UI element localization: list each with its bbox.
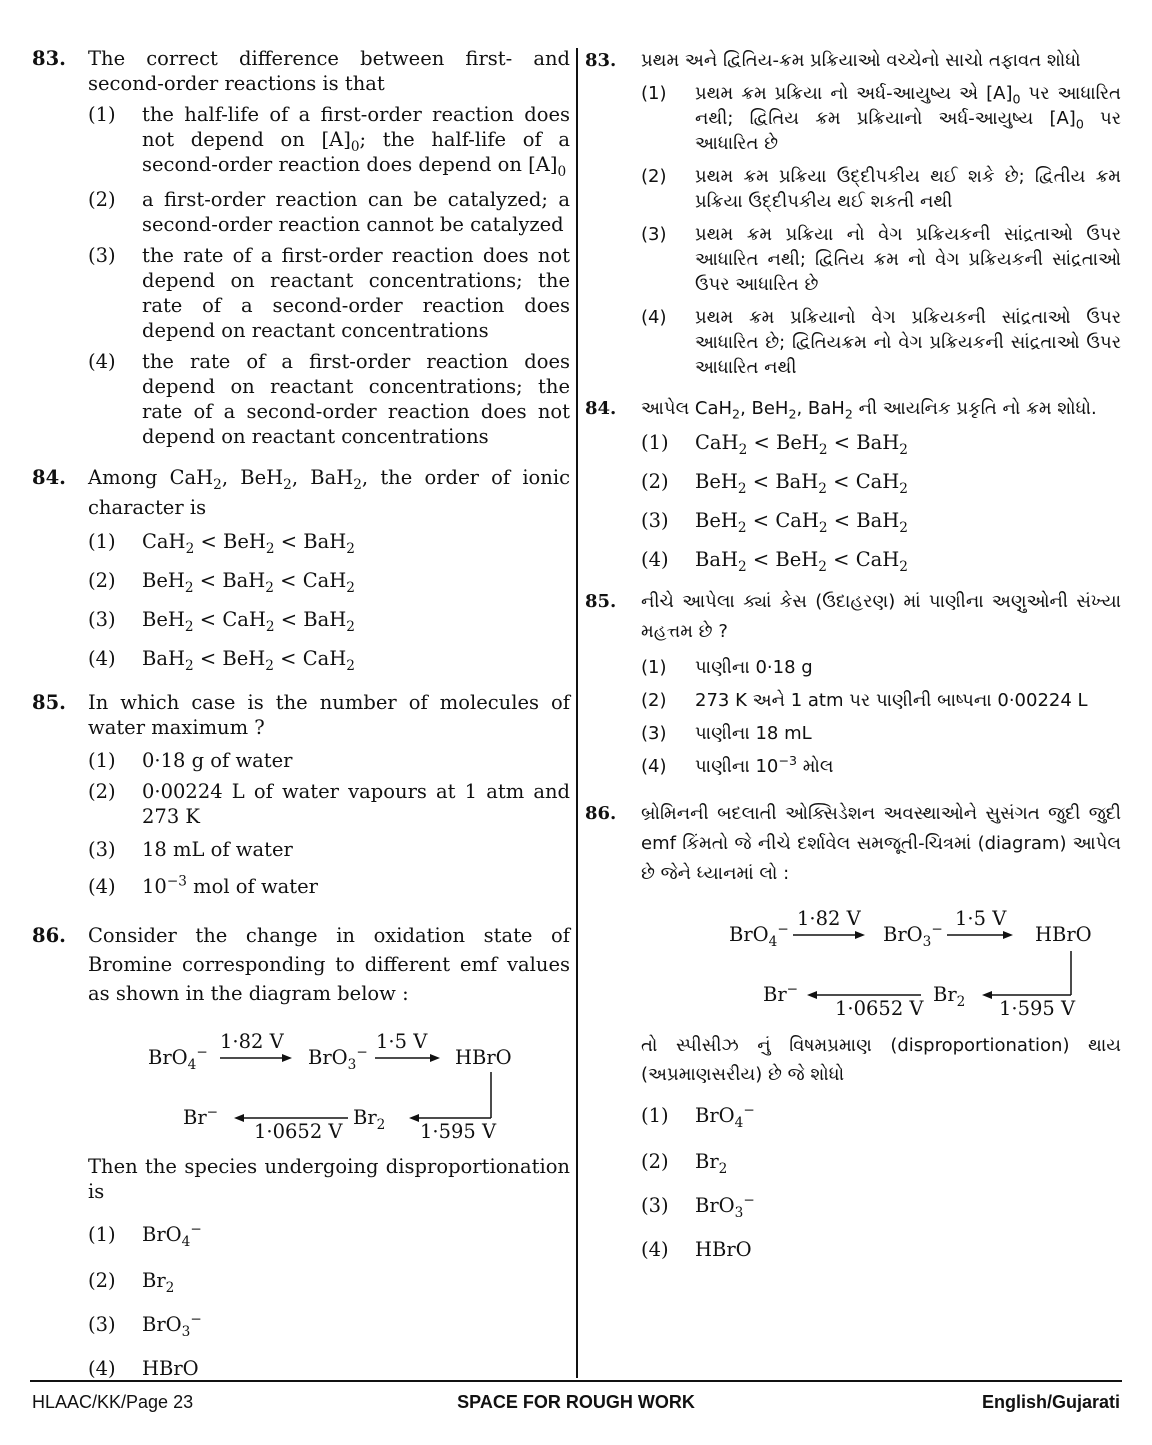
options-83-en	[30, 102, 570, 449]
option-4	[88, 874, 570, 899]
question-83-en	[30, 46, 570, 96]
page-code: HLAAC/KK/Page 23	[32, 1392, 194, 1412]
option-number: (2)	[88, 569, 116, 592]
option-number: (1)	[641, 1104, 669, 1127]
question-stem: બ્રોમિનની બદલાતી ઓક્સિડેશન અવસ્થાઓને સુસંગત જુદી જુદી emf કિંમતો જે નીચે દર્શાવેલ સમજૂતી-ચિત્રમાં (diagram) આપેલ છે જેને ધ્યાનમાં લો :	[641, 803, 1121, 884]
species-br: Br−	[763, 981, 799, 1006]
options-86-en	[30, 1222, 570, 1381]
question-86-gu	[583, 799, 1121, 889]
species-hbro: HBrO	[1035, 923, 1092, 946]
option-text: BeH$_2$ < CaH$_2$ < BaH$_2$	[695, 509, 908, 536]
option-text: HBrO	[695, 1238, 752, 1261]
option-text: પાણીના 18 mL	[695, 723, 812, 744]
option-3	[641, 508, 1121, 547]
option-text: 0·00224 L of water vapours at 1 atm and 273 K	[142, 780, 570, 828]
option-1	[641, 1103, 1121, 1149]
option-2	[641, 688, 1121, 713]
option-1	[88, 529, 570, 568]
option-text: 273 K અને 1 atm પર પાણીની બાષ્પના 0·00224 L	[695, 690, 1088, 711]
question-85-gu	[583, 587, 1121, 647]
option-3	[641, 1193, 1121, 1237]
option-text: BeH$_2$ < CaH$_2$ < BaH$_2$	[142, 608, 355, 635]
column-divider	[576, 48, 578, 1378]
option-1	[641, 81, 1121, 156]
option-number: (3)	[88, 244, 116, 267]
option-text: the half-life of a first-order reaction does not depend on $[A]_0$; the half-life of a second-order reaction does depend on $[A]_0$	[142, 103, 570, 180]
option-3	[88, 1312, 570, 1356]
emf-diagram	[583, 897, 1121, 1020]
species-hbro: HBrO	[455, 1046, 512, 1069]
species-br: Br−	[183, 1104, 219, 1129]
option-4	[88, 1356, 570, 1381]
option-2	[88, 1268, 570, 1312]
option-4	[641, 1237, 1121, 1262]
question-stem: આપેલ CaH$_2$, BeH$_2$, BaH$_2$ ની આયનિક પ્રકૃતિ નો ક્રમ શોધો.	[641, 398, 1097, 422]
option-2	[641, 469, 1121, 508]
option-number: (3)	[88, 608, 116, 631]
option-text: BrO$_3$−	[142, 1311, 202, 1340]
option-number: (4)	[88, 350, 116, 373]
species-bro3: BrO$_3$−	[308, 1044, 368, 1073]
question-stem: Consider the change in oxidation state of Bromine corresponding to different emf values as shown in the diagram below :	[88, 924, 570, 1005]
species-br2: $Br_2$	[933, 983, 966, 1010]
option-number: (1)	[88, 1223, 116, 1246]
option-text: 18 mL of water	[142, 838, 293, 861]
question-number: 85.	[32, 691, 66, 714]
option-text: CaH$_2$ < BeH$_2$ < BaH$_2$	[142, 530, 355, 557]
option-2	[641, 164, 1121, 214]
options-85-gu	[583, 655, 1121, 779]
gujarati-column	[583, 46, 1121, 1262]
emf-bro4-bro3: 1·82 V	[220, 1030, 284, 1053]
emf-br2-br: 1·0652 V	[835, 997, 924, 1020]
option-text: the rate of a first-order reaction does depend on reactant concentrations; the rate of a second-order reaction does not depend on reactant concentrations	[142, 350, 570, 448]
emf-br2-br: 1·0652 V	[254, 1120, 343, 1143]
species-br2: $Br_2$	[353, 1106, 386, 1133]
option-text: પ્રથમ ક્રમ પ્રક્રિયા નો વેગ પ્રક્રિયકની સાંદ્રતાઓ ઉપર આધારિત નથી; દ્વિતિય ક્રમ નો વેગ પ્રક્રિયકની સાંદ્રતાઓ ઉપર આધારિત છે	[695, 224, 1121, 295]
option-number: (1)	[641, 83, 667, 104]
option-number: (1)	[88, 103, 116, 126]
question-stem: The correct difference between first- and second-order reactions is that	[88, 47, 570, 95]
question-number: 83.	[32, 47, 66, 70]
question-number: 86.	[32, 924, 66, 947]
option-3	[641, 721, 1121, 746]
option-number: (4)	[88, 647, 116, 670]
species-bro3: BrO$_3$−	[883, 921, 943, 950]
exam-page	[30, 40, 1122, 1380]
question-stem: Among CaH$_2$, BeH$_2$, BaH$_2$, the order of ionic character is	[88, 466, 571, 519]
option-number: (2)	[88, 188, 116, 211]
option-number: (1)	[641, 431, 669, 454]
question-after-text: Then the species undergoing disproportionation is	[88, 1155, 570, 1203]
option-4	[641, 754, 1121, 779]
emf-bro3-hbro: 1·5 V	[376, 1030, 428, 1053]
option-number: (3)	[641, 224, 667, 245]
option-text: HBrO	[142, 1357, 199, 1380]
option-2	[641, 1149, 1121, 1193]
option-text: BeH$_2$ < BaH$_2$ < CaH$_2$	[695, 470, 908, 497]
option-2	[88, 568, 570, 607]
option-1	[88, 748, 570, 773]
option-4	[641, 547, 1121, 587]
english-column	[30, 46, 570, 1381]
option-text: BaH$_2$ < BeH$_2$ < CaH$_2$	[142, 647, 355, 674]
option-number: (2)	[641, 470, 669, 493]
species-bro4: BrO$_4$−	[729, 921, 789, 950]
option-text: પાણીના $10^{-3}$ મોલ	[695, 753, 834, 777]
option-number: (1)	[88, 749, 116, 772]
option-number: (2)	[88, 780, 116, 803]
option-4	[88, 349, 570, 449]
question-number: 86.	[585, 803, 617, 824]
option-text: the rate of a first-order reaction does not depend on reactant concentrations; the rate of a second-order reaction does depend on reactant concentrations	[142, 244, 570, 342]
emf-diagram	[30, 1020, 570, 1143]
option-number: (3)	[641, 723, 667, 744]
option-text: $Br_2$	[142, 1269, 175, 1296]
option-4	[641, 305, 1121, 380]
option-3	[88, 607, 570, 646]
question-86-en-after	[30, 1154, 570, 1204]
option-text: પ્રથમ ક્રમ પ્રક્રિયાનો વેગ પ્રક્રિયકની સાંદ્રતાઓ ઉપર આધારિત છે; દ્વિતિયક્રમ નો વેગ પ્રક્રિયકની સાંદ્રતાઓ ઉપર આધારિત નથી	[695, 307, 1121, 378]
emf-hbro-br2: 1·595 V	[999, 997, 1076, 1020]
option-1	[641, 655, 1121, 680]
option-text: પ્રથમ ક્રમ પ્રક્રિયા ઉદ્દીપકીય થઈ શકે છે; દ્વિતીય ક્રમ પ્રક્રિયા ઉદ્દીપકીય થઈ શકતી નથી	[695, 166, 1121, 212]
option-number: (3)	[88, 1313, 116, 1336]
question-stem: પ્રથમ અને દ્વિતિય-ક્રમ પ્રક્રિયાઓ વચ્ચેનો સાચો તફાવત શોધો	[641, 50, 1081, 71]
option-text: $Br_2$	[695, 1150, 728, 1177]
question-84-gu	[583, 394, 1121, 424]
option-text: પાણીના 0·18 g	[695, 657, 813, 678]
page-footer	[0, 1380, 1152, 1445]
question-86-en	[30, 921, 570, 1008]
footer-rule	[30, 1380, 1122, 1382]
question-stem: In which case is the number of molecules of water maximum ?	[88, 691, 570, 739]
options-84-gu	[583, 430, 1121, 587]
question-number: 83.	[585, 50, 617, 71]
option-number: (1)	[88, 530, 116, 553]
option-text: BeH$_2$ < BaH$_2$ < CaH$_2$	[142, 569, 355, 596]
emf-bro3-hbro: 1·5 V	[955, 907, 1007, 930]
option-text: 0·18 g of water	[142, 749, 293, 772]
option-number: (4)	[88, 1357, 116, 1380]
option-1	[88, 102, 570, 180]
option-number: (3)	[88, 838, 116, 861]
option-text: a first-order reaction can be catalyzed; a second-order reaction cannot be catalyzed	[142, 188, 570, 236]
question-after-text: તો સ્પીસીઝ નું વિષમપ્રમાણ (disproportionation) થાય (અપ્રમાણસરીય) છે જે શોધો	[641, 1035, 1121, 1085]
option-number: (4)	[88, 875, 116, 898]
option-1	[641, 430, 1121, 469]
option-number: (2)	[641, 166, 667, 187]
option-text: CaH$_2$ < BeH$_2$ < BaH$_2$	[695, 431, 908, 458]
option-1	[88, 1222, 570, 1268]
option-2	[88, 187, 570, 237]
question-stem: નીચે આપેલા ક્યાં કેસ (ઉદાહરણ) માં પાણીના અણુઓની સંખ્યા મહત્તમ છે ?	[641, 591, 1121, 642]
option-text: BrO$_3$−	[695, 1192, 755, 1221]
options-83-gu	[583, 81, 1121, 380]
question-number: 84.	[585, 398, 617, 419]
option-number: (4)	[641, 307, 667, 328]
emf-hbro-br2: 1·595 V	[420, 1120, 497, 1143]
option-text: BrO$_4$−	[695, 1102, 755, 1131]
question-84-en	[30, 463, 570, 523]
option-text: $10^{-3}$ mol of water	[142, 873, 318, 898]
option-number: (3)	[641, 509, 669, 532]
option-4	[88, 646, 570, 690]
option-number: (3)	[641, 1194, 669, 1217]
option-3	[88, 837, 570, 862]
options-85-en	[30, 748, 570, 899]
emf-bro4-bro3: 1·82 V	[797, 907, 861, 930]
option-number: (2)	[641, 690, 667, 711]
option-number: (2)	[88, 1269, 116, 1292]
question-83-gu	[583, 46, 1121, 75]
option-number: (2)	[641, 1150, 669, 1173]
option-text: BrO$_4$−	[142, 1221, 202, 1250]
question-number: 85.	[585, 591, 617, 612]
option-3	[641, 222, 1121, 297]
option-number: (1)	[641, 657, 667, 678]
option-text: BaH$_2$ < BeH$_2$ < CaH$_2$	[695, 548, 908, 575]
option-text: પ્રથમ ક્રમ પ્રક્રિયા નો અર્ધ-આયુષ્ય એ $[A]_0$ પર આધારિત નથી; દ્વિતિય ક્રમ પ્રક્રિયાનો અર્ધ-આયુષ્ય $[A]_0$ પર આધારિત છે	[695, 83, 1122, 154]
rough-work-label: SPACE FOR ROUGH WORK	[457, 1392, 695, 1412]
option-number: (4)	[641, 756, 667, 777]
question-86-gu-after	[583, 1031, 1121, 1089]
question-number: 84.	[32, 466, 66, 489]
option-number: (4)	[641, 1238, 669, 1261]
option-3	[88, 243, 570, 343]
species-bro4: BrO$_4$−	[148, 1044, 208, 1073]
options-84-en	[30, 529, 570, 690]
option-2	[88, 779, 570, 829]
question-85-en	[30, 690, 570, 740]
language-label: English/Gujarati	[981, 1392, 1120, 1412]
options-86-gu	[583, 1103, 1121, 1262]
option-number: (4)	[641, 548, 669, 571]
